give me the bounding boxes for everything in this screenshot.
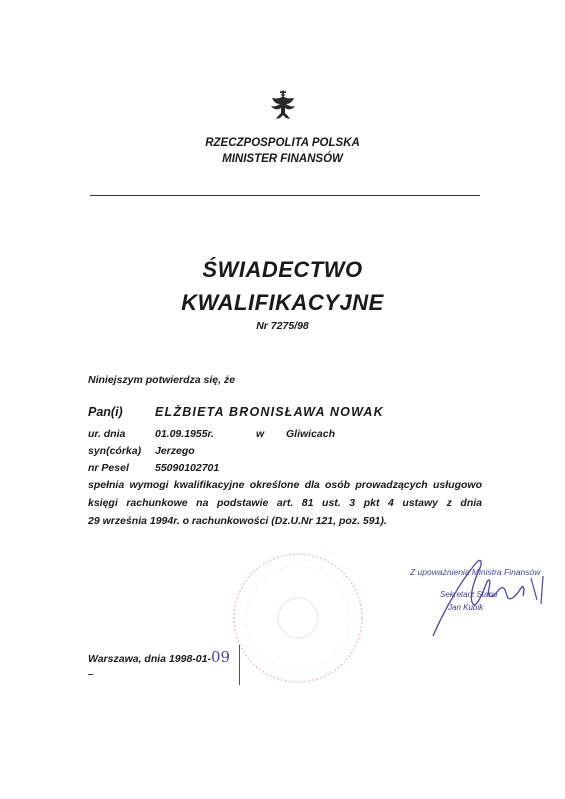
birth-place-label: w	[256, 428, 265, 440]
title-label: Pan(i)	[88, 405, 123, 419]
signatory-role: Sekretarz Stanu	[440, 590, 498, 599]
pesel-number: 55090102701	[155, 462, 220, 474]
full-name: ELŻBIETA BRONISŁAWA NOWAK	[155, 405, 384, 419]
title-line1: ŚWIADECTWO	[202, 257, 363, 282]
parent-label: syn(córka)	[88, 445, 142, 457]
date-field-divider	[239, 645, 240, 685]
parent-name: Jerzego	[155, 445, 195, 457]
intro-text: Niniejszym potwierdza się, że	[88, 374, 236, 386]
birth-date-label: ur. dnia	[88, 428, 126, 440]
statement-line-1: spełnia wymogi kwalifikacyjne określone dla osób prowadzących usługowo	[88, 479, 482, 491]
header-divider	[90, 195, 480, 196]
birth-place: Gliwicach	[286, 428, 336, 440]
handwritten-day: 09	[210, 648, 231, 666]
certificate-number: Nr 7275/98	[256, 320, 309, 332]
date-tick	[88, 674, 93, 675]
birth-date: 01.09.1955r.	[155, 428, 214, 440]
authorization-stamp: Z upoważnienia Ministra Finansów	[410, 567, 541, 577]
statement-line-3: 29 września 1994r. o rachunkowości (Dz.U.Nr 121, poz. 591).	[88, 515, 387, 527]
place-date	[88, 648, 230, 666]
statement-line-2: księgi rachunkowe na podstawie art. 81 ust. 3 pkt 4 ustawy z dnia	[88, 497, 482, 509]
signature-graphic	[425, 548, 550, 643]
header-country: RZECZPOSPOLITA POLSKA	[205, 137, 360, 149]
place-date-text: Warszawa, dnia 1998-01-	[88, 653, 211, 665]
title-line2: KWALIFIKACYJNE	[181, 290, 384, 315]
polish-eagle-emblem	[268, 88, 298, 122]
header-ministry: MINISTER FINANSÓW	[222, 153, 343, 165]
official-seal	[228, 548, 368, 688]
pesel-label: nr Pesel	[88, 462, 129, 474]
signatory-name: Jan Kubik	[448, 603, 484, 612]
